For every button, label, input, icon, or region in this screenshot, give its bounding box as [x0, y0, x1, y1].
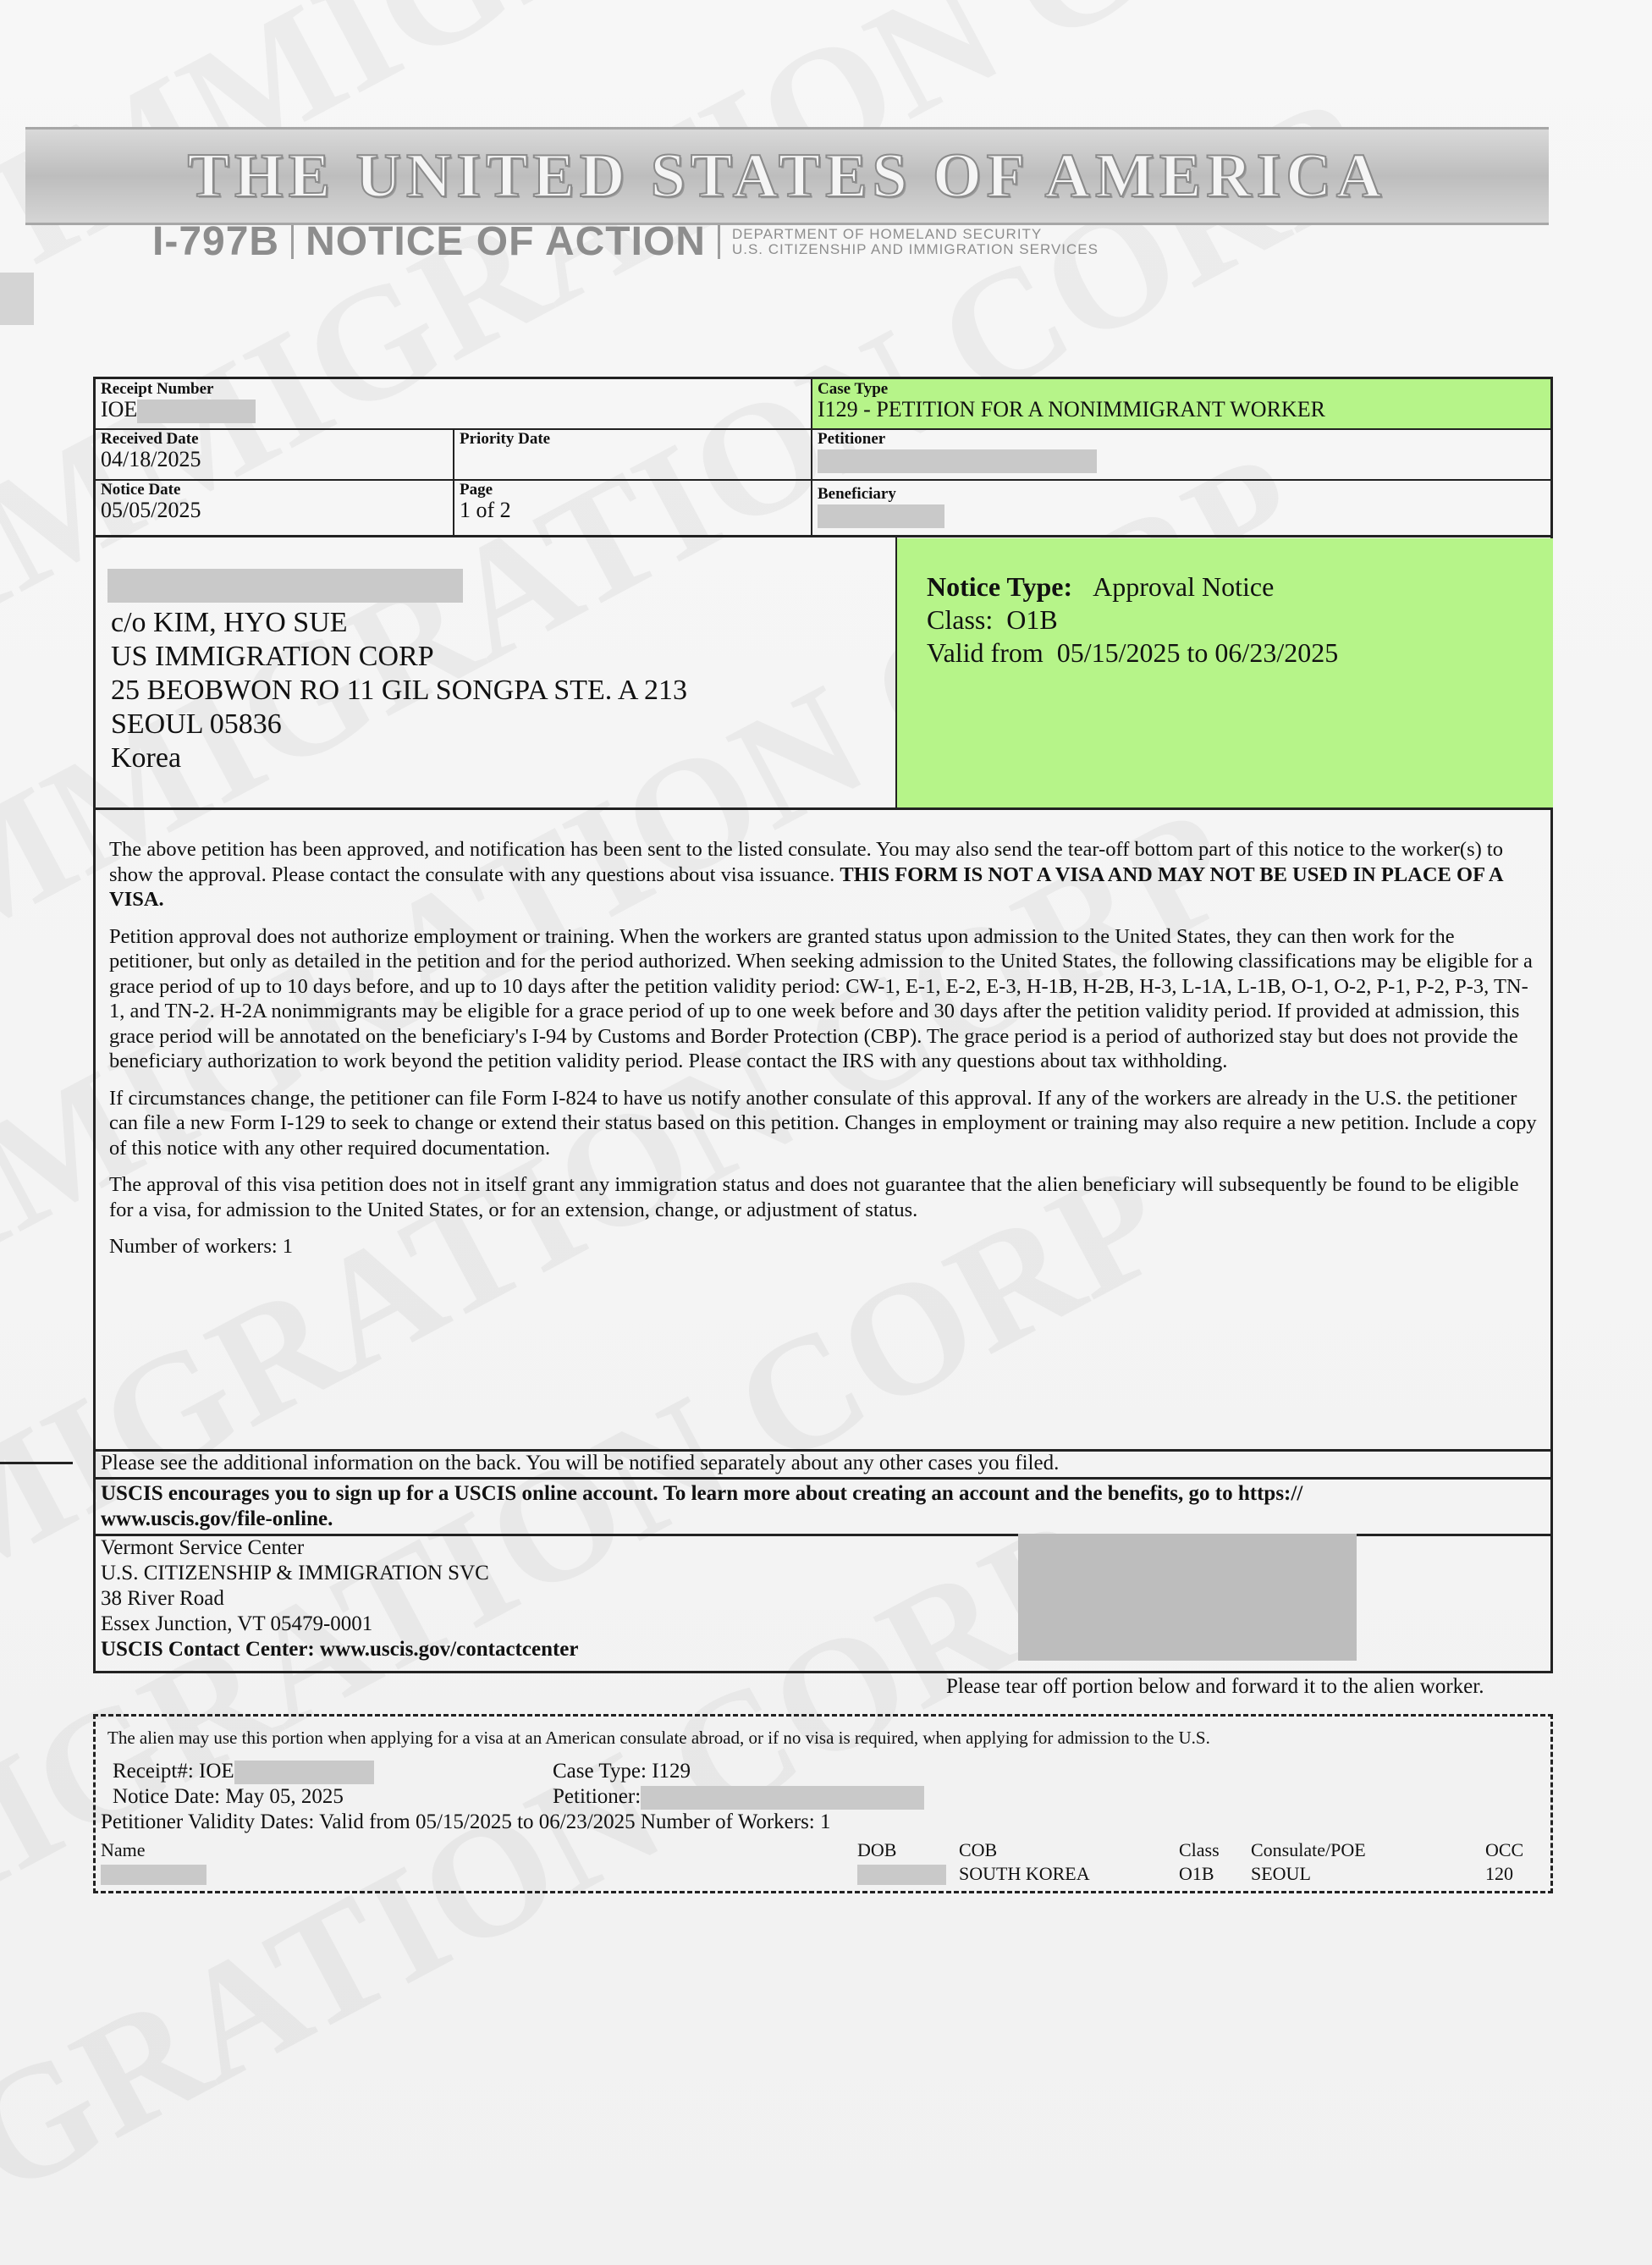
valid-label: Valid from — [927, 637, 1044, 668]
tear-off-case-type: Case Type: I129 — [553, 1760, 691, 1783]
page-label: Page — [460, 481, 493, 499]
fold-line — [0, 1462, 73, 1464]
department-line-1: DEPARTMENT OF HOMELAND SECURITY — [731, 225, 1043, 242]
tear-off-petitioner: Petitioner: — [553, 1785, 642, 1808]
tear-off-intro: The alien may use this portion when applying for a visa at an American consulate abroad, or if no visa is required, when applying for admission to the U.S. — [107, 1728, 1210, 1748]
notice-type-value: Approval Notice — [1093, 571, 1275, 602]
form-id: I-797B — [152, 219, 280, 264]
service-center-name: Vermont Service Center — [101, 1536, 305, 1559]
mailing-address — [111, 569, 687, 775]
class-value: O1B — [1179, 1863, 1214, 1884]
form-title-line — [152, 218, 1099, 265]
address-line-2: US IMMIGRATION CORP — [111, 641, 434, 672]
separator — [291, 225, 294, 259]
redaction — [818, 449, 1097, 473]
case-type-label: Case Type — [818, 380, 889, 398]
receipt-number-cell — [101, 381, 256, 423]
priority-date-cell — [460, 431, 550, 448]
col-dob: DOB — [857, 1839, 897, 1860]
number-of-workers: Number of workers: 1 — [109, 1235, 294, 1258]
address-line-5: Korea — [111, 742, 182, 774]
valid-value: 05/15/2025 to 06/23/2025 — [1056, 637, 1339, 668]
occ-value: 120 — [1485, 1863, 1513, 1884]
notice-type-label: Notice Type: — [927, 571, 1073, 602]
redaction — [641, 1786, 924, 1810]
petitioner-label: Petitioner — [818, 430, 886, 448]
col-cob: COB — [959, 1839, 998, 1860]
beneficiary-cell — [818, 486, 944, 528]
page-value: 1 of 2 — [460, 498, 511, 522]
redaction — [101, 1865, 206, 1885]
online-account-text: USCIS encourages you to sign up for a USCIS online account. To learn more about creating an account and the benefits, go to https:// www.uscis.gov/file-online. — [101, 1482, 1303, 1530]
contact-center: USCIS Contact Center: www.uscis.gov/contactcenter — [101, 1638, 579, 1661]
page-cell — [460, 482, 511, 522]
class-label: Class: — [927, 604, 994, 635]
received-date-cell — [101, 431, 201, 471]
col-consulate: Consulate/POE — [1251, 1839, 1366, 1860]
tear-off-instruction: Please tear off portion below and forward it to the alien worker. — [946, 1675, 1484, 1698]
form-title: NOTICE OF ACTION — [306, 219, 706, 264]
department — [732, 227, 1099, 257]
case-type-value: I129 - PETITION FOR A NONIMMIGRANT WORKER — [818, 397, 1325, 422]
notice-date-label: Notice Date — [101, 481, 181, 499]
received-date-value: 04/18/2025 — [101, 447, 201, 471]
separator — [718, 225, 720, 259]
service-center-line-3: 38 River Road — [101, 1587, 224, 1610]
margin-mark — [0, 273, 34, 325]
redaction — [1018, 1534, 1357, 1661]
paragraph-1-bold: THIS FORM IS NOT A VISA AND MAY NOT BE USED IN PLACE OF A VISA. — [109, 862, 1503, 911]
redaction — [234, 1761, 374, 1784]
tear-off-receipt: Receipt#: IOE — [113, 1760, 234, 1783]
receipt-number-label: Receipt Number — [101, 380, 214, 398]
redaction — [137, 400, 256, 423]
notice-date-value: 05/05/2025 — [101, 498, 201, 522]
class-value: O1B — [1006, 604, 1058, 635]
receipt-number-value: IOE — [101, 397, 138, 422]
col-class: Class — [1179, 1839, 1220, 1860]
case-type-cell — [812, 379, 1550, 428]
redaction — [107, 569, 463, 603]
priority-date-label: Priority Date — [460, 430, 551, 448]
body-text — [109, 837, 1541, 1271]
online-account-box — [93, 1477, 1553, 1536]
beneficiary-label: Beneficiary — [818, 485, 896, 503]
col-name: Name — [101, 1839, 146, 1860]
case-info-grid — [93, 377, 1553, 537]
consulate-value: SEOUL — [1251, 1863, 1311, 1884]
address-notice-box — [93, 535, 1553, 810]
tear-off-portion — [93, 1714, 1553, 1893]
department-line-2: U.S. CITIZENSHIP AND IMMIGRATION SERVICES — [731, 240, 1099, 257]
paragraph-2: Petition approval does not authorize employment or training. When the workers are granted status upon admission to the United States, they can then work for the petitioner, but only as detailed in the petition and for the period authorized. When seeking admission to the United States, the following classifications may be eligible for a grace period of up to 10 days before, and up to 10 days after the petition validity period: CW-1, E-1, E-2, E-3, H-1B, H-2B, H-3, L-1A, L-1B, O-1, O-2, P-1, P-2, P-3, TN-1, and TN-2. H-2A nonimmigrants may be eligible for a grace period of up to one week before and 30 days after the petition validity period. If provided at admission, this grace period will be annotated on the beneficiary's I-94 by Customs and Border Protection (CBP). The grace period is a period of authorized stay but does not provide the beneficiary authorization to work beyond the petition validity period. Please contact the IRS with any questions about tax withholding. — [109, 924, 1533, 1072]
received-date-label: Received Date — [101, 430, 199, 448]
col-occ: OCC — [1485, 1839, 1524, 1860]
service-center-line-4: Essex Junction, VT 05479-0001 — [101, 1612, 373, 1635]
redaction — [818, 504, 944, 528]
redaction — [857, 1865, 946, 1885]
service-center-box — [93, 1534, 1553, 1673]
paragraph-3: If circumstances change, the petitioner can file Form I-824 to have us notify another consulate of this approval. If any of the workers are already in the U.S. the petitioner can file a new Form I-129 to seek to change or extend their status based on this petition. Changes in employment or training may also require a new petition. Include a copy of this notice with any other required documentation. — [109, 1086, 1537, 1160]
service-center-line-2: U.S. CITIZENSHIP & IMMIGRATION SVC — [101, 1562, 489, 1584]
paragraph-1 — [109, 837, 1541, 912]
address-line-1: c/o KIM, HYO SUE — [111, 607, 348, 638]
body-box — [93, 808, 1553, 1452]
notice-date-cell — [101, 482, 201, 522]
cob-value: SOUTH KOREA — [959, 1863, 1090, 1884]
address-line-3: 25 BEOBWON RO 11 GIL SONGPA STE. A 213 — [111, 675, 688, 706]
additional-info-text: Please see the additional information on the back. You will be notified separately about any other cases you filed. — [101, 1452, 1060, 1474]
banner-title: THE UNITED STATES OF AMERICA — [187, 141, 1387, 211]
address-line-4: SEOUL 05836 — [111, 708, 282, 740]
service-center-address — [101, 1535, 579, 1662]
additional-info-box — [93, 1449, 1553, 1480]
petitioner-cell — [818, 431, 1097, 473]
notice-type-panel — [897, 538, 1553, 807]
header-banner — [25, 127, 1549, 225]
paragraph-1-text: The above petition has been approved, and notification has been sent to the listed consulate. You may also send the tear-off bottom part of this notice to the worker(s) to show the approval. Please contact the consulate with any questions about visa issuance. — [109, 838, 1503, 886]
tear-off-validity: Petitioner Validity Dates: Valid from 05/15/2025 to 06/23/2025 Number of Workers: 1 — [101, 1810, 831, 1833]
tear-off-notice-date: Notice Date: May 05, 2025 — [113, 1785, 344, 1808]
paragraph-4: The approval of this visa petition does not in itself grant any immigration status and does not guarantee that the alien beneficiary will subsequently be found to be eligible for a visa, for admission to the United States, or for an extension, change, or adjustment of status. — [109, 1173, 1519, 1221]
